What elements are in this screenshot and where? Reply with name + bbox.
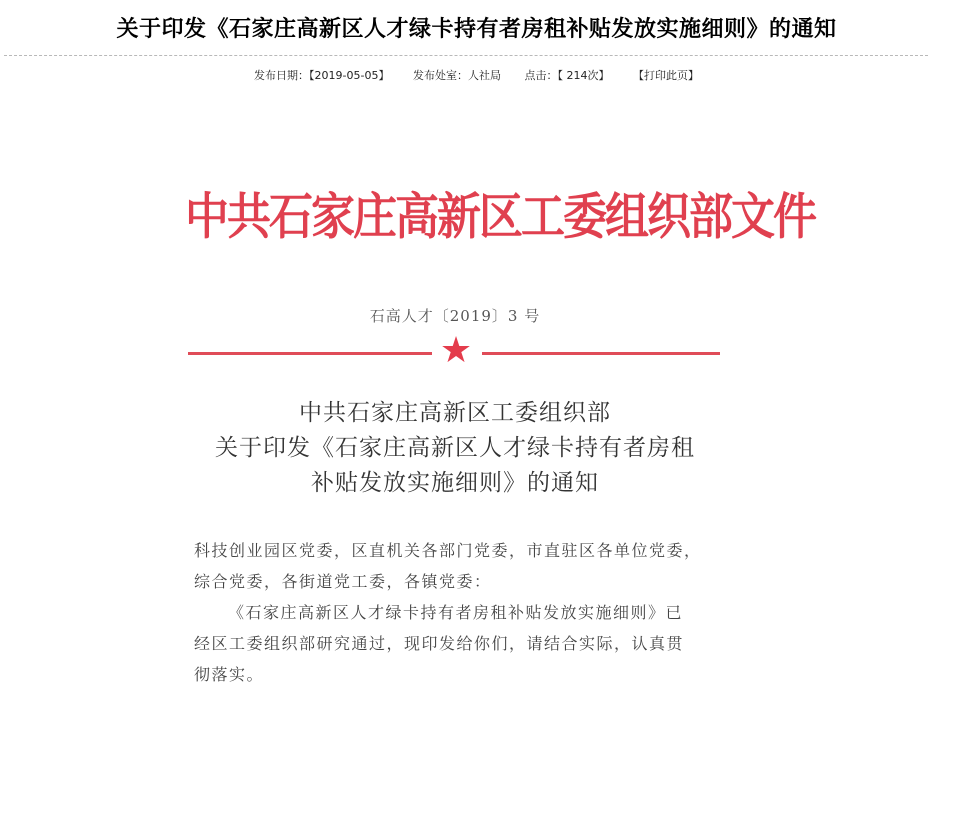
document-number: 石高人才〔2019〕3 号 (369, 307, 541, 325)
document-red-header: 中共石家庄高新区工委组织部文件 (185, 188, 815, 246)
click-count (524, 67, 609, 83)
document-heading (150, 396, 760, 501)
publish-department-label: 发布处室： (412, 69, 468, 82)
document-body (194, 535, 734, 690)
document-heading-line: 补贴发放实施细则》的通知 (311, 470, 599, 496)
publish-date-value: 【2019-05-05】 (309, 69, 390, 82)
red-star-icon: ★ (439, 330, 473, 371)
body-line: 彻落实。 (194, 665, 265, 684)
meta-bar (0, 67, 953, 83)
publish-department-value: 人社局 (467, 69, 501, 82)
body-line: 综合党委，各街道党工委，各镇党委： (194, 572, 492, 591)
publish-date (254, 67, 389, 83)
document-heading-line: 中共石家庄高新区工委组织部 (299, 400, 611, 426)
click-count-value: 【 214次】 (557, 69, 610, 82)
publish-date-label: 发布日期： (254, 69, 310, 82)
print-page-link[interactable]: 【打印此页】 (632, 69, 699, 82)
red-rule-left (188, 352, 432, 355)
body-line: 《石家庄高新区人才绿卡持有者房租补贴发放实施细则》已 (228, 603, 684, 622)
page-title: 关于印发《石家庄高新区人才绿卡持有者房租补贴发放实施细则》的通知 (116, 17, 837, 42)
click-count-label: 点击： (524, 69, 558, 82)
body-line: 经区工委组织部研究通过，现印发给你们，请结合实际，认真贯 (194, 634, 685, 653)
red-rule-right (482, 352, 720, 355)
body-line: 科技创业园区党委，区直机关各部门党委，市直驻区各单位党委， (194, 541, 702, 560)
title-divider (4, 55, 928, 56)
document-heading-line: 关于印发《石家庄高新区人才绿卡持有者房租 (215, 435, 695, 461)
publish-department (413, 67, 501, 83)
